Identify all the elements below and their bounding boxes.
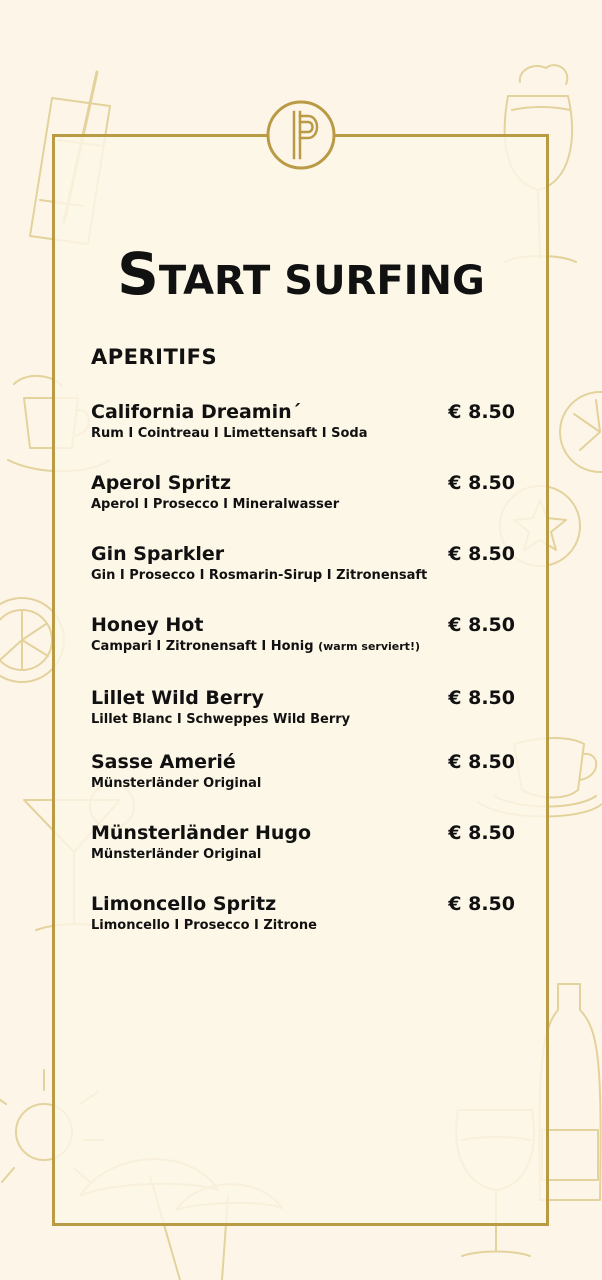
page-title: [0, 240, 602, 308]
item-name: Gin Sparkler: [91, 543, 225, 565]
item-name: Sasse Amerié: [91, 751, 236, 773]
item-price: € 8.50: [448, 751, 515, 773]
item-price: € 8.50: [448, 893, 515, 915]
item-description: [91, 846, 515, 864]
menu-item: [91, 750, 515, 793]
menu-item: [91, 400, 515, 443]
item-description: [91, 711, 515, 729]
citrus-slice-sketch-icon: [560, 392, 602, 472]
item-ingredients: Gin I Prosecco I Rosmarin-Sirup I Zitronensaft: [91, 568, 428, 583]
item-description: [91, 567, 515, 585]
item-name: Limoncello Spritz: [91, 893, 277, 915]
item-description: [91, 425, 515, 443]
menu-item: [91, 821, 515, 864]
menu-item: [91, 471, 515, 514]
menu-item: [91, 542, 515, 585]
item-price: € 8.50: [448, 543, 515, 565]
page-title-initial: S: [117, 240, 159, 308]
menu-item: [91, 892, 515, 935]
menu-item: [91, 613, 515, 656]
item-price: € 8.50: [448, 401, 515, 423]
item-ingredients: Campari I Zitronensaft I Honig: [91, 639, 319, 654]
item-ingredients: Aperol I Prosecco I Mineralwasser: [91, 497, 340, 512]
item-price: € 8.50: [448, 822, 515, 844]
item-description: [91, 638, 515, 656]
item-ingredients: Limoncello I Prosecco I Zitrone: [91, 918, 317, 933]
logo-monogram-icon: [266, 100, 336, 170]
item-price: € 8.50: [448, 472, 515, 494]
item-description: [91, 917, 515, 935]
item-name: Aperol Spritz: [91, 472, 232, 494]
page-title-rest: TART SURFING: [158, 258, 485, 304]
item-name: Honey Hot: [91, 614, 204, 636]
item-description: [91, 775, 515, 793]
item-description: [91, 496, 515, 514]
item-ingredients: Münsterländer Original: [91, 847, 262, 862]
item-name: California Dreamin´: [91, 401, 302, 423]
section-heading: APERITIFS: [91, 345, 218, 369]
item-note: (warm serviert!): [318, 640, 420, 653]
item-price: € 8.50: [448, 687, 515, 709]
item-name: Münsterländer Hugo: [91, 822, 312, 844]
item-price: € 8.50: [448, 614, 515, 636]
menu-item: [91, 686, 515, 729]
item-ingredients: Rum I Cointreau I Limettensaft I Soda: [91, 426, 368, 441]
item-name: Lillet Wild Berry: [91, 687, 264, 709]
item-ingredients: Lillet Blanc I Schweppes Wild Berry: [91, 712, 351, 727]
item-ingredients: Münsterländer Original: [91, 776, 262, 791]
